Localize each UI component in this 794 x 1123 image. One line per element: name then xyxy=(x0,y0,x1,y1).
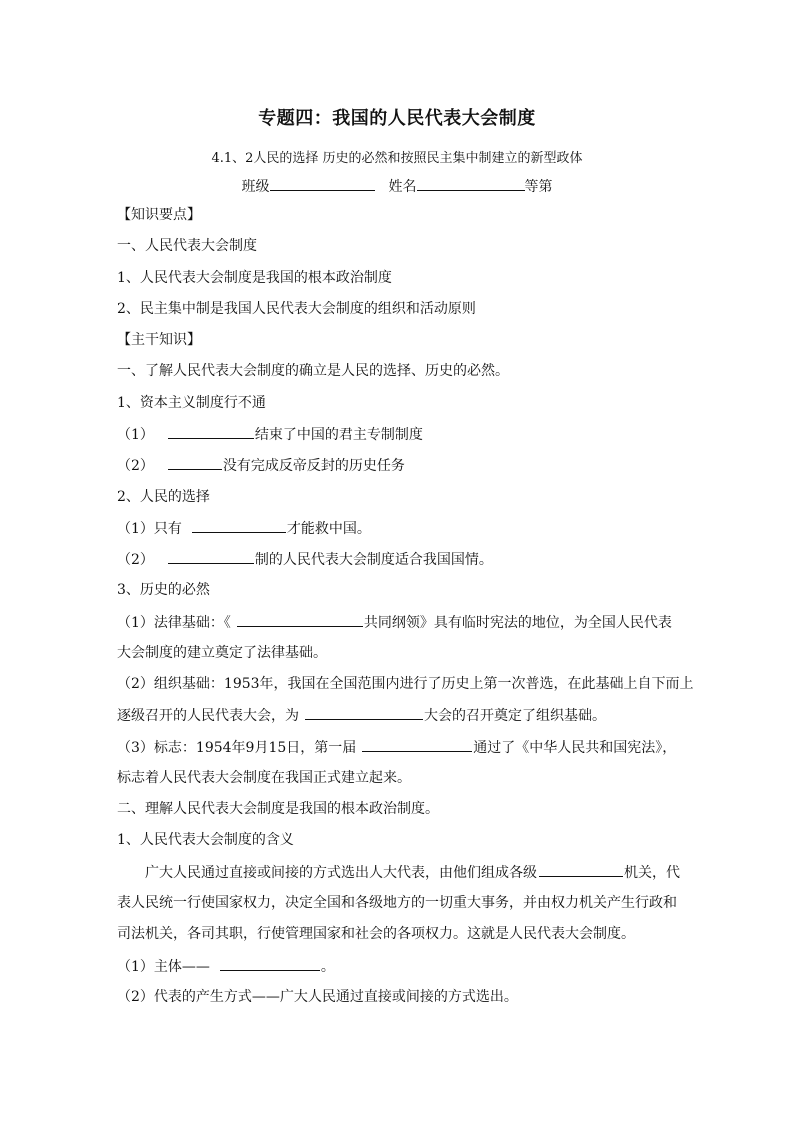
text-segment: （1） xyxy=(117,427,154,443)
text-segment: （3）标志：1954年9月15日，第一届 xyxy=(117,740,357,756)
text-segment: （1）主体—— xyxy=(117,959,210,975)
answer-blank[interactable] xyxy=(305,705,423,720)
text-line: （2）组织基础：1953年，我国在全国范围内进行了历史上第一次普选，在此基础上自下而上 xyxy=(117,676,694,692)
answer-blank[interactable] xyxy=(168,424,254,439)
fill-line xyxy=(117,549,493,570)
fill-line xyxy=(117,705,606,726)
text-line: 2、民主集中制是我国人民代表大会制度的组织和活动原则 xyxy=(117,301,476,317)
answer-blank[interactable] xyxy=(168,549,254,564)
text-segment: （1）只有 xyxy=(117,521,182,537)
text-segment: （2） xyxy=(117,552,154,568)
text-line: 大会制度的建立奠定了法律基础。 xyxy=(117,645,327,661)
heading-main-knowledge: 【主干知识】 xyxy=(117,332,201,348)
text-line: 表人民统一行使国家权力，决定全国和各级地方的一切重大事务，并由权力机关产生行政和 xyxy=(117,895,677,911)
text-segment: 大会的召开奠定了组织基础。 xyxy=(424,708,606,724)
text-segment: 通过了《中华人民共和国宪法》， xyxy=(473,740,677,756)
text-segment: 没有完成反帝反封的历史任务 xyxy=(222,458,405,474)
section-heading: 二、理解人民代表大会制度是我国的根本政治制度。 xyxy=(117,801,439,817)
text-line: 3、历史的必然 xyxy=(117,582,210,598)
text-line: 1、人民代表大会制度的含义 xyxy=(117,832,294,848)
class-label: 班级 xyxy=(241,179,270,195)
text-line: 司法机关，各司其职，行使管理国家和社会的各项权力。这就是人民代表大会制度。 xyxy=(117,926,635,942)
text-segment: 逐级召开的人民代表大会，为 xyxy=(117,708,299,724)
text-segment: （1）法律基础：《 xyxy=(117,615,231,631)
student-info-line xyxy=(0,176,794,196)
answer-blank[interactable] xyxy=(192,518,286,533)
text-segment: 广大人民通过直接或间接的方式选出人大代表，由他们组成各级 xyxy=(145,865,537,881)
text-line: 2、人民的选择 xyxy=(117,489,210,505)
fill-line xyxy=(117,455,405,476)
name-label: 姓名 xyxy=(388,179,417,195)
text-segment: 才能救中国。 xyxy=(286,521,371,537)
grade-label: 等第 xyxy=(524,179,553,195)
text-segment: 结束了中国的君主专制制度 xyxy=(254,427,423,443)
answer-blank[interactable] xyxy=(237,612,363,627)
fill-line xyxy=(117,956,335,977)
text-segment: （2） xyxy=(117,458,154,474)
fill-line xyxy=(117,518,371,539)
text-line: 1、人民代表大会制度是我国的根本政治制度 xyxy=(117,270,392,286)
fill-line xyxy=(117,612,672,633)
name-blank[interactable] xyxy=(417,178,525,191)
answer-blank[interactable] xyxy=(539,862,623,877)
heading-knowledge-points: 【知识要点】 xyxy=(117,207,201,223)
section-heading: 一、了解人民代表大会制度的确立是人民的选择、历史的必然。 xyxy=(117,363,509,379)
page-title: 专题四：我国的人民代表大会制度 xyxy=(258,108,536,129)
text-line: （2）代表的产生方式——广大人民通过直接或间接的方式选出。 xyxy=(117,989,518,1005)
fill-line xyxy=(117,424,423,445)
text-segment: 共同纲领》具有临时宪法的地位，为全国人民代表 xyxy=(363,615,672,631)
answer-blank[interactable] xyxy=(362,737,472,752)
page-subtitle: 4.1、2人民的选择 历史的必然和按照民主集中制建立的新型政体 xyxy=(211,151,583,166)
text-line: 1、资本主义制度行不通 xyxy=(117,395,266,411)
text-line: 标志着人民代表大会制度在我国正式建立起来。 xyxy=(117,770,411,786)
text-segment: 机关，代 xyxy=(624,865,680,881)
text-segment: 制的人民代表大会制度适合我国国情。 xyxy=(254,552,493,568)
fill-line xyxy=(117,737,676,758)
section-heading: 一、人民代表大会制度 xyxy=(117,238,257,254)
answer-blank[interactable] xyxy=(220,956,320,971)
text-segment: 。 xyxy=(320,959,335,975)
fill-line xyxy=(145,862,680,883)
answer-blank[interactable] xyxy=(168,455,222,470)
class-blank[interactable] xyxy=(270,178,375,191)
